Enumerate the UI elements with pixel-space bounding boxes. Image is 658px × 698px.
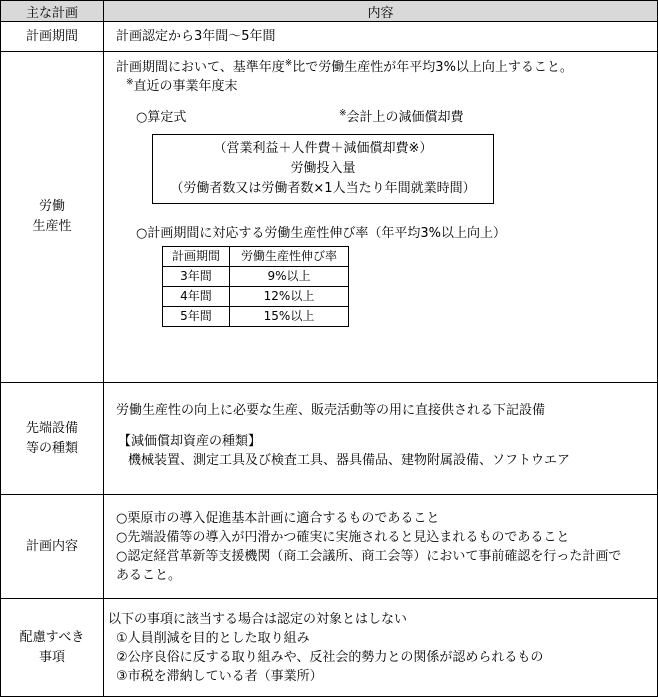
- header-row: [1, 1, 658, 22]
- productivity-line1: [104, 58, 657, 77]
- row-productivity: [1, 52, 658, 383]
- growth-period-cell: 4年間: [163, 287, 230, 307]
- content-plan: [104, 495, 658, 599]
- equipment-line1: 労働生産性の向上に必要な生産、販売活動等の用に直接供される下記設備: [116, 403, 546, 418]
- row-plan: [1, 495, 658, 599]
- label-consideration-line1: 配慮すべき: [19, 629, 85, 645]
- consideration-item-1: ①人員削減を目的とした取り組み: [116, 630, 310, 646]
- content-equipment: [104, 383, 658, 495]
- plan-item-3: ○認定経営革新等支援機関（商工会議所、商工会等）において事前確認を行った計画であること。: [116, 548, 622, 583]
- content-productivity: [104, 52, 658, 383]
- header-content: 内容: [104, 1, 658, 22]
- row-consideration: [1, 599, 658, 697]
- content-consideration: [104, 599, 658, 697]
- row-period: [1, 22, 658, 52]
- note-sup: ※: [126, 77, 134, 88]
- productivity-line1-b: 比で労働生産性が年平均3%以上向上すること。: [292, 60, 573, 75]
- growth-heading: ○計画期間に対応する労働生産性伸び率（年平均3%以上向上）: [136, 226, 506, 241]
- formula-box: [152, 134, 494, 204]
- growth-rate-cell: 9%以上: [230, 267, 349, 287]
- productivity-note: [104, 77, 657, 96]
- period-text: 計画認定から3年間～5年間: [116, 29, 276, 44]
- sup-mark: ※: [284, 58, 293, 69]
- equipment-list: 機械装置、測定工具及び検査工具、器具備品、建物附属設備、ソフトウエア: [128, 453, 571, 468]
- growth-table: [162, 246, 349, 327]
- label-consideration-line2: 事項: [38, 649, 65, 665]
- growth-period-cell: 5年間: [163, 307, 230, 327]
- table-row: [163, 267, 349, 287]
- label-plan: 計画内容: [1, 495, 104, 599]
- table-row: [163, 307, 349, 327]
- consideration-item-3: ③市税を滞納している者（事業所）: [116, 668, 323, 684]
- plan-item-1: ○栗原市の導入促進基本計画に適合するものであること: [116, 510, 440, 526]
- depreciation-note: [339, 108, 464, 127]
- row-equipment: [1, 383, 658, 495]
- content-period: [104, 22, 658, 52]
- table-row: [163, 287, 349, 307]
- label-equipment-line2: 等の種類: [25, 440, 78, 456]
- label-equipment: [1, 383, 104, 495]
- note-text: 直近の事業年度末: [133, 79, 238, 94]
- label-period: 計画期間: [1, 22, 104, 52]
- growth-table-header: [163, 247, 349, 267]
- header-main-plan: 主な計画: [1, 1, 104, 22]
- formula-denominator: 労働投入量: [290, 161, 356, 176]
- formula-denominator-detail: （労働者数又は労働者数×1人当たり年間就業時間）: [170, 181, 476, 196]
- consideration-item-2: ②公序良俗に反する取り組みや、反社会的勢力との関係が認められるもの: [116, 649, 544, 665]
- formula-heading: ○算定式: [136, 110, 187, 125]
- depreciation-text: 会計上の減価償却費: [346, 110, 464, 125]
- growth-rate-cell: 15%以上: [230, 307, 349, 327]
- label-productivity: [1, 52, 104, 383]
- label-consideration: [1, 599, 104, 697]
- depreciation-sup: ※: [339, 108, 347, 119]
- growth-rate-cell: 12%以上: [230, 287, 349, 307]
- label-equipment-line1: 先端設備: [25, 420, 78, 436]
- formula-numerator: （営業利益＋人件費＋減価償却費※）: [213, 141, 433, 156]
- growth-header-period: 計画期間: [163, 247, 230, 267]
- formula-heading-row: [104, 108, 657, 128]
- growth-header-rate: 労働生産性伸び率: [230, 247, 349, 267]
- equipment-heading: 【減価償却資産の種類】: [118, 434, 262, 449]
- label-productivity-line1: 労働: [38, 199, 65, 214]
- productivity-line1-a: 計画期間において、基準年度: [116, 60, 285, 75]
- plan-item-2: ○先端設備等の導入が円滑かつ確実に実施されると見込まれるものであること: [116, 529, 570, 545]
- label-productivity-line2: 生産性: [32, 219, 72, 234]
- growth-period-cell: 3年間: [163, 267, 230, 287]
- consideration-intro: 以下の事項に該当する場合は認定の対象とはしない: [108, 611, 408, 627]
